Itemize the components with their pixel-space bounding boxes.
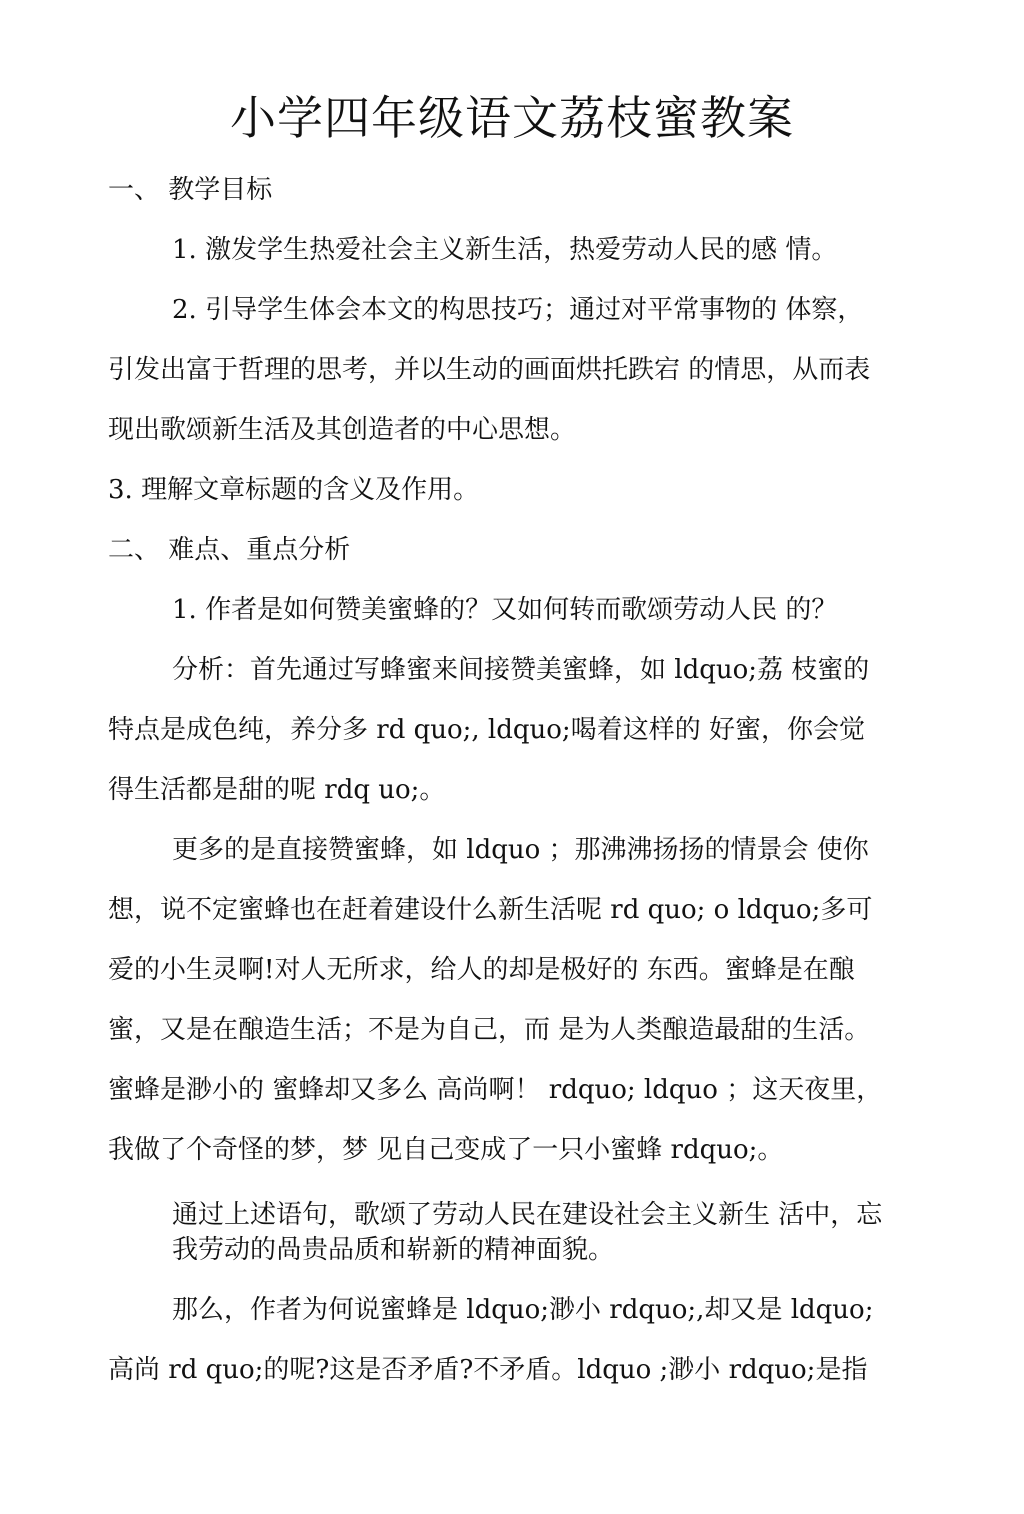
paragraph-line: 蜜蜂是渺小的 蜜蜂却又多么 高尚啊！ rdquo; ldquo ；这天夜里， (108, 1075, 883, 1105)
paragraph-line: 想，说不定蜜蜂也在赶着建设什么新生活呢 rd quo; o ldquo;多可 (108, 895, 873, 925)
paragraph-line: 1. 激发学生热爱社会主义新生活，热爱劳动人民的感 情。 (172, 235, 838, 265)
paragraph-line: 爱的小生灵啊!对人无所求，给人的却是极好的 东西。蜜蜂是在酿 (108, 955, 855, 985)
paragraph-line: 我做了个奇怪的梦，梦 见自己变成了一只小蜜蜂 rdquo;。 (108, 1135, 784, 1165)
paragraph-line: 那么，作者为何说蜜蜂是 ldquo;渺小 rdquo;,却又是 ldquo; (172, 1295, 874, 1325)
paragraph-line: 引发出富于哲理的思考，并以生动的画面烘托跌宕 的情思，从而表 (108, 355, 871, 385)
paragraph-line: 高尚 rd quo;的呢?这是否矛盾?不矛盾。ldquo ;渺小 rdquo;是指 (108, 1355, 868, 1385)
paragraph-line: 特点是成色纯，养分多 rd quo;, ldquo;喝着这样的 好蜜，你会觉 (108, 715, 865, 745)
paragraph-line: 1. 作者是如何赞美蜜蜂的？又如何转而歌颂劳动人民 的？ (172, 595, 838, 625)
document-title: 小学四年级语文荔枝蜜教案 (230, 91, 794, 145)
paragraph-line: 得生活都是甜的呢 rdq uo;。 (108, 775, 446, 805)
section-heading-goals: 一、 教学目标 (108, 175, 273, 205)
paragraph-line: 现出歌颂新生活及其创造者的中心思想。 (108, 415, 577, 445)
paragraph-line: 我劳动的咼贵品质和崭新的精神面貌。 (172, 1235, 615, 1265)
paragraph-line: 更多的是直接赞蜜蜂，如 ldquo ；那沸沸扬扬的情景会 使你 (172, 835, 869, 865)
paragraph-line: 分析：首先通过写蜂蜜来间接赞美蜜蜂，如 ldquo;荔 枝蜜的 (172, 655, 870, 685)
paragraph-line: 蜜，又是在酿造生活；不是为自己，而 是为人类酿造最甜的生活。 (108, 1015, 871, 1045)
section-heading-analysis: 二、 难点、重点分析 (108, 535, 351, 565)
paragraph-line: 3. 理解文章标题的含义及作用。 (108, 475, 480, 505)
paragraph-line: 通过上述语句，歌颂了劳动人民在建设社会主义新生 活中，忘 (172, 1200, 883, 1230)
paragraph-line: 2. 引导学生体会本文的构思技巧；通过对平常事物的 体察， (172, 295, 864, 325)
